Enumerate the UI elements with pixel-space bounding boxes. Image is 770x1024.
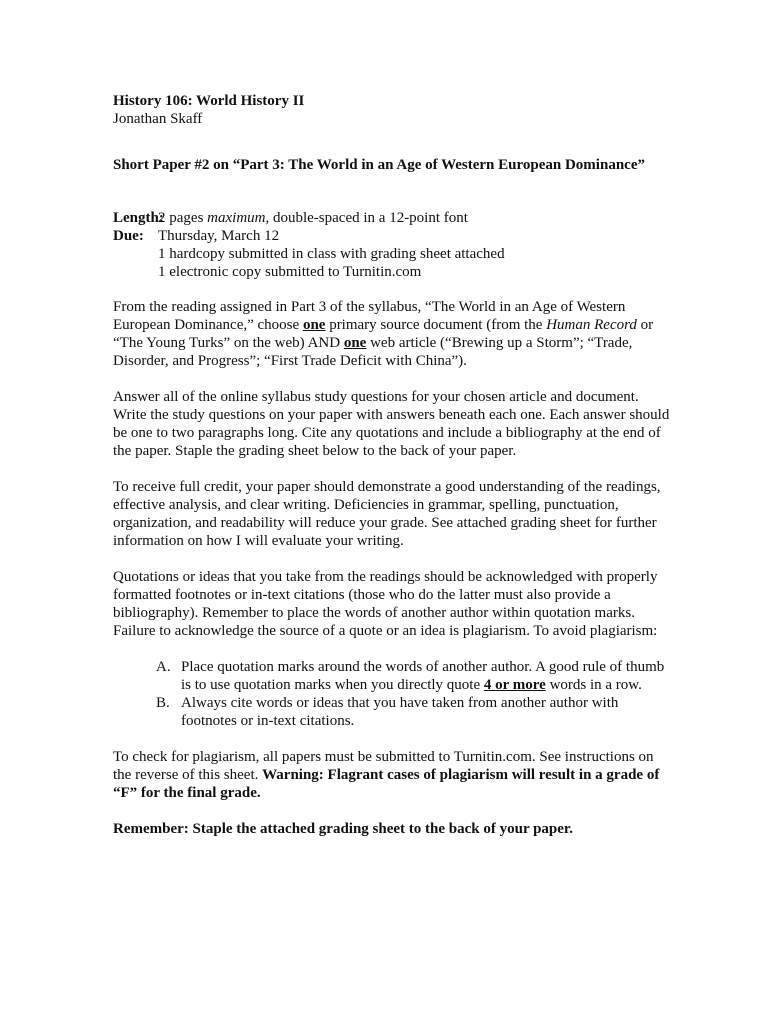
list-marker-a: A. [156,659,171,675]
reading-text-4: web article (“Brewing up a Storm”; “Trade, Disorder, and Progress”; “First Trade Deficit with China”). [113,335,633,369]
due-hardcopy: 1 hardcopy submitted in class with grading sheet attached [158,246,505,262]
one-emphasis-2: one [343,335,367,351]
list-item-a-text-1: Place quotation marks around the words of another author. A good rule of thumb is to use quotation marks when you directly quote [181,659,665,693]
length-value [158,209,468,227]
full-credit-paragraph: To receive full credit, your paper should demonstrate a good understanding of the readings, effective analysis, and clear writing. Deficiencies in grammar, spelling, punctuation, organization, and readability will reduce your grade. See attached grading sheet for further information on how I will evaluate your writing. [113,479,661,549]
length-maximum: maximum [207,210,266,226]
list-item-b-text: Always cite words or ideas that you have taken from another author with footnotes or in-text citations. [181,695,619,729]
reading-text-1: From the reading assigned in Part 3 of the syllabus, “The World in an Age of Western European Dominance,” choose [113,299,626,333]
length-pages: 2 pages [158,210,204,226]
citation-paragraph: Quotations or ideas that you take from the readings should be acknowledged with properly formatted footnotes or in-text citations (those who do the latter must also provide a bibliography). Remember to place the words of another author within quotation marks. Failure to acknowledge the source of a quote or an idea is plagiarism. To avoid plagiarism: [113,569,658,639]
instructor-name: Jonathan Skaff [113,111,203,127]
assignment-subject: Short Paper #2 on “Part 3: The World in an Age of Western European Dominance” [113,157,645,173]
list-item [113,694,673,730]
list-item [113,658,673,694]
plagiarism-list [113,658,673,730]
due-label: Due: [113,228,144,244]
reading-text-3: or “The Young Turks” on the web) AND [113,317,654,351]
list-item-a-text [181,658,673,694]
reading-text-2: primary source document (from the [329,317,543,333]
turnitin-text: To check for plagiarism, all papers must be submitted to Turnitin.com. See instructions on the reverse of this sheet. [113,749,654,783]
assignment-specs [113,209,673,281]
staple-reminder: Remember: Staple the attached grading sheet to the back of your paper. [113,821,573,837]
list-marker-b: B. [156,695,170,711]
reading-paragraph [113,298,673,370]
length-row [113,209,673,227]
list-item-a-text-2: words in a row. [549,677,642,693]
human-record-title: Human Record [546,317,637,333]
length-label: Length: [113,210,164,226]
due-row [113,227,673,245]
due-date: Thursday, March 12 [158,228,280,244]
assignment-document [113,92,673,838]
plagiarism-warning: Warning: Flagrant cases of plagiarism will result in a grade of “F” for the final grade. [113,767,660,801]
four-or-more-emphasis: 4 or more [483,677,546,693]
due-electronic: 1 electronic copy submitted to Turnitin.com [158,264,422,280]
course-title: History 106: World History II [113,93,305,109]
length-format: , double-spaced in a 12-point font [265,210,468,226]
turnitin-paragraph [113,748,673,802]
study-questions-paragraph: Answer all of the online syllabus study questions for your chosen article and document. Write the study questions on your paper with answers beneath each one. Each answer should be one to two paragraphs long. Cite any quotations and include a bibliography at the end of the paper. Staple the grading sheet below to the back of your paper. [113,389,670,459]
one-emphasis-1: one [302,317,326,333]
